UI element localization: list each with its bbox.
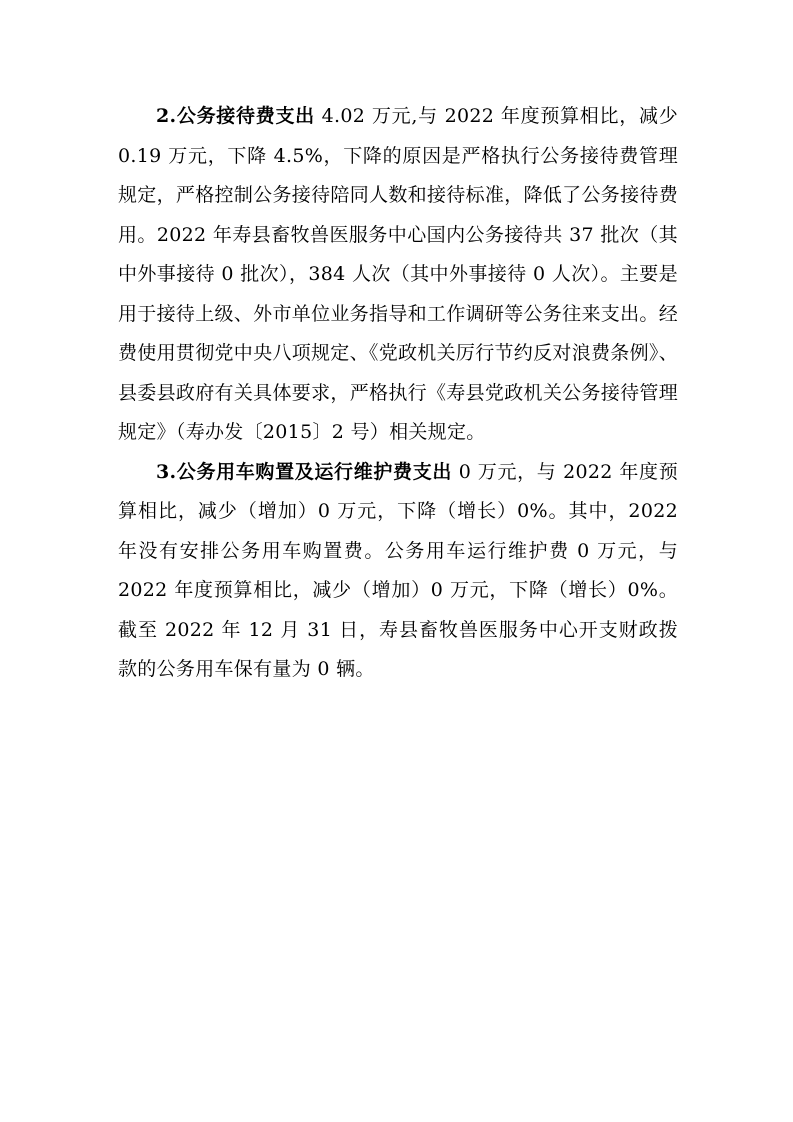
paragraph-body-vehicle-expense: 0 万元，与 2022 年度预算相比，减少（增加）0 万元，下降（增长）0%。其中，2022 年没有安排公务用车购置费。公务用车运行维护费 0 万元，与 2022 年度预算相比，减少（增加）0 万元，下降（增长）0%。截至 2022 年 12 月 31 日，寿县畜牧兽医服务中心开支财政拨款的公务用车保有量为 0 辆。: [118, 460, 678, 680]
paragraph-heading-reception-expense: 2.公务接待费支出: [156, 105, 315, 127]
paragraph-vehicle-expense: [118, 453, 678, 690]
paragraph-reception-expense: [118, 97, 678, 453]
paragraph-heading-vehicle-expense: 3.公务用车购置及运行维护费支出: [156, 460, 453, 483]
document-page: [118, 97, 678, 690]
paragraph-body-reception-expense: 4.02 万元,与 2022 年度预算相比，减少 0.19 万元，下降 4.5%，下降的原因是严格执行公务接待费管理规定，严格控制公务接待陪同人数和接待标准，降低了公务接待费用。2022 年寿县畜牧兽医服务中心国内公务接待共 37 批次（其中外事接待 0 批次），384 人次（其中外事接待 0 人次）。主要是用于接待上级、外市单位业务指导和工作调研等公务往来支出。经费使用贯彻党中央八项规定、《党政机关厉行节约反对浪费条例》、县委县政府有关具体要求，严格执行《寿县党政机关公务接待管理规定》（寿办发〔2015〕2 号）相关规定。: [118, 105, 679, 443]
